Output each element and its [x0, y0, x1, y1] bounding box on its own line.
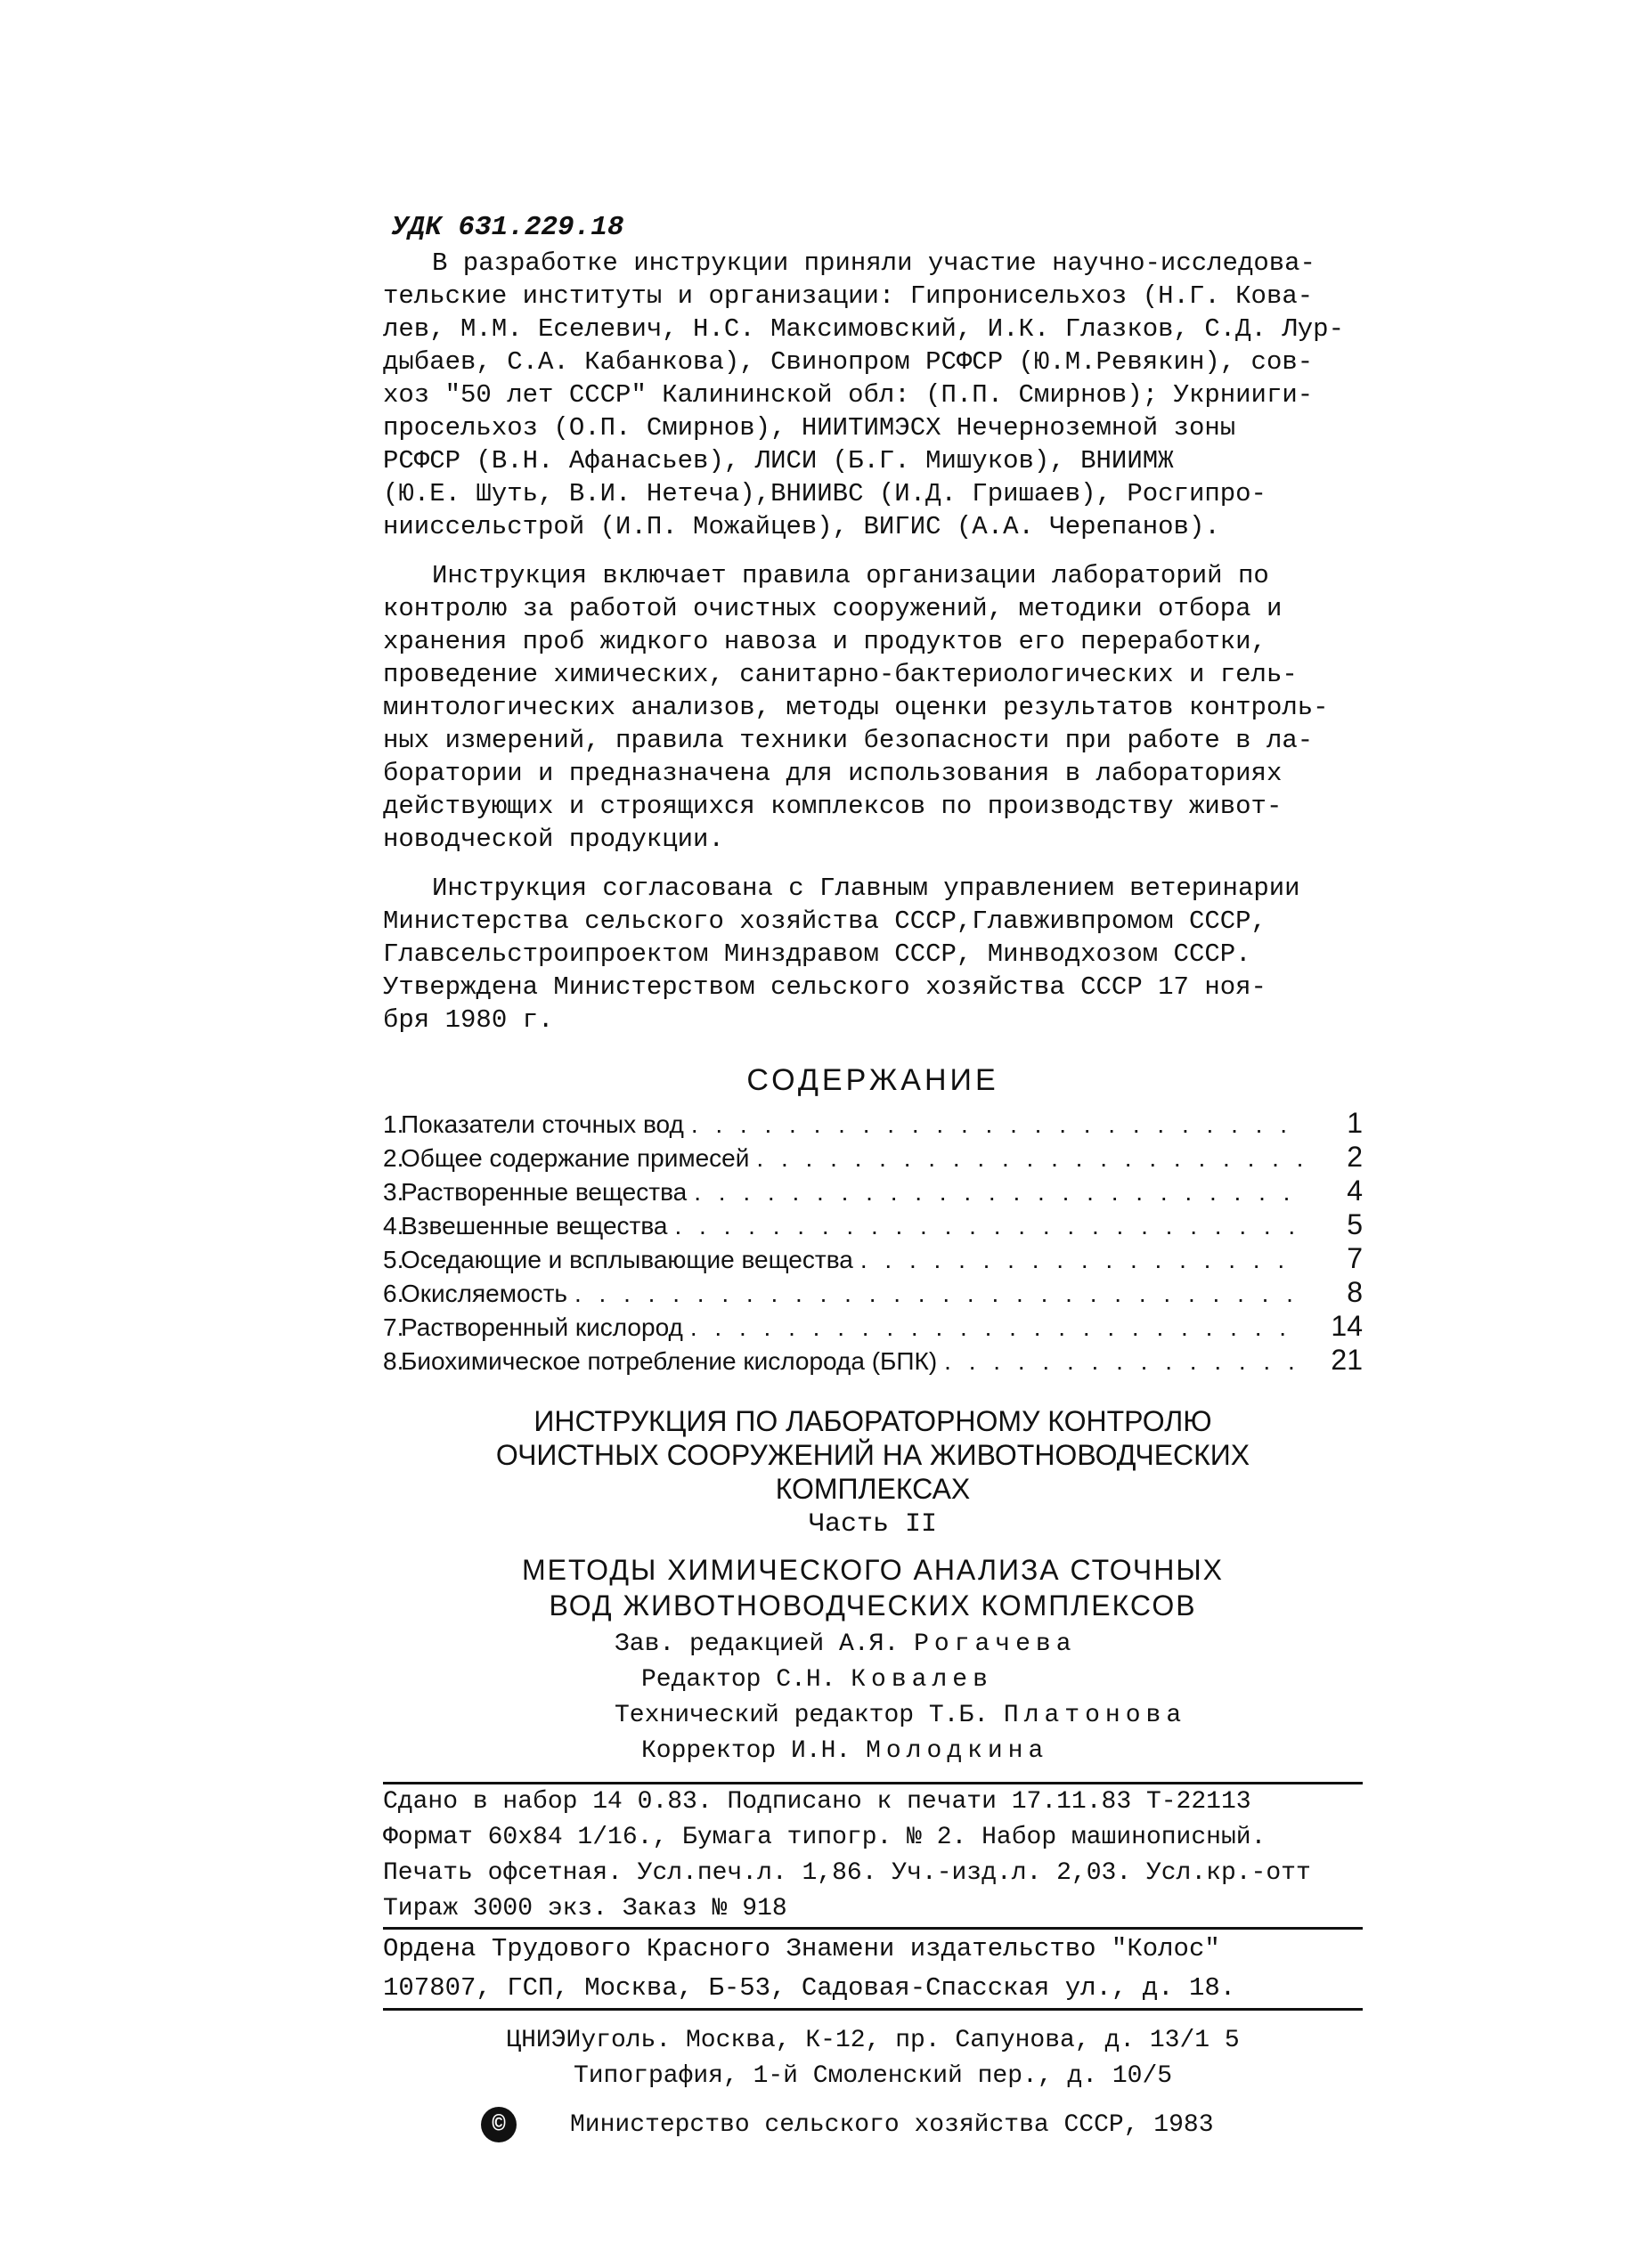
approval-paragraph [383, 872, 1363, 1036]
tech-editor-name: Платонова [1003, 1702, 1187, 1729]
subtitle-line: ВОД ЖИВОТНОВОДЧЕСКИХ КОМПЛЕКСОВ [549, 1589, 1197, 1622]
imprint-line: Сдано в набор 14 0.83. Подписано к печати 17.11.83 Т-22113 [383, 1788, 1251, 1816]
toc-item-title: Показатели сточных вод [401, 1110, 684, 1138]
toc-item-number: 5. [383, 1246, 404, 1273]
toc-item-page: 4 [1347, 1175, 1363, 1207]
toc-item-title: Взвешенные вещества [401, 1212, 668, 1240]
para2-line: ных измерений, правила техники безопасности при работе в ла- [383, 726, 1314, 755]
proofreader [383, 1734, 1363, 1769]
toc-item-number: 2. [383, 1144, 404, 1172]
para2-line: хранения проб жидкого навоза и продуктов его переработки, [383, 627, 1267, 656]
publisher-info [383, 1930, 1363, 2008]
para2-line: контролю за работой очистных сооружений, методики отбора и [383, 594, 1283, 623]
toc-item-title: Биохимическое потребление кислорода (БПК) [401, 1347, 938, 1375]
editor-head-name: Рогачева [914, 1630, 1077, 1658]
toc-item-page: 14 [1331, 1310, 1363, 1342]
toc-item[interactable] [383, 1310, 1363, 1344]
para1-line: дыбаев, С.А. Кабанкова), Свинопром РСФСР (Ю.М.Ревякин), сов- [383, 347, 1314, 377]
para1-line: просельхоз (О.П. Смирнов), НИИТИМЭСХ Нечерноземной зоны [383, 413, 1236, 443]
tech-editor-label: Технический редактор Т.Б. [615, 1702, 990, 1729]
editor-name: Ковалев [851, 1666, 993, 1694]
divider [383, 2008, 1363, 2011]
toc-item-title: Оседающие и всплывающие вещества [401, 1246, 853, 1273]
para3-line: бря 1980 г. [383, 1005, 554, 1035]
tech-editor [383, 1698, 1363, 1734]
copyright [383, 2107, 1363, 2142]
main-title-line: ИНСТРУКЦИЯ ПО ЛАБОРАТОРНОМУ КОНТРОЛЮ [533, 1405, 1212, 1437]
para1-line: РСФСР (В.Н. Афанасьев), ЛИСИ (Б.Г. Мишуков), ВНИИМЖ [383, 446, 1174, 476]
toc-item[interactable] [383, 1276, 1363, 1310]
toc-item-number: 4. [383, 1212, 404, 1240]
imprint-line: Формат 60х84 1/16., Бумага типогр. № 2. Набор машинописный. [383, 1824, 1267, 1851]
toc-item-page: 7 [1347, 1242, 1363, 1274]
publisher-line: 107807, ГСП, Москва, Б-53, Садовая-Спасская ул., д. 18. [383, 1973, 1236, 2003]
toc-item[interactable] [383, 1208, 1363, 1242]
document-page [383, 212, 1363, 2142]
editorial-staff [383, 1627, 1363, 1769]
para3-line: Утверждена Министерством сельского хозяйства СССР 17 ноя- [383, 972, 1267, 1002]
proofreader-name: Молодкина [866, 1737, 1049, 1765]
editor-head-label: Зав. редакцией А.Я. [615, 1630, 900, 1658]
table-of-contents [383, 1107, 1363, 1378]
para1-line: хоз "50 лет СССР" Калининской обл: (П.П. Смирнов); Укрнииги- [383, 380, 1314, 410]
toc-item[interactable] [383, 1242, 1363, 1276]
toc-item[interactable] [383, 1107, 1363, 1141]
toc-title: СОДЕРЖАНИЕ [746, 1063, 999, 1097]
printer-line: Типография, 1-й Смоленский пер., д. 10/5 [573, 2062, 1173, 2090]
editor-head [383, 1627, 1363, 1662]
udk-code: УДК 631.229.18 [392, 212, 624, 243]
para1-line: В разработке инструкции приняли участие научно-исследова- [432, 248, 1315, 278]
para2-line: боратории и предназначена для использования в лабораториях [383, 759, 1283, 788]
para1-line: нииссельстрой (И.П. Можайцев), ВИГИС (А.А. Черепанов). [383, 512, 1220, 541]
toc-item-number: 7. [383, 1313, 404, 1341]
para3-line: Главсельстроипроектом Минздравом СССР, Минводхозом СССР. [383, 939, 1251, 969]
document-title-block [383, 1404, 1363, 1623]
publisher-line: Ордена Трудового Красного Знамени издательство "Колос" [383, 1934, 1220, 1963]
printer-info [383, 2023, 1363, 2094]
toc-item[interactable] [383, 1141, 1363, 1175]
main-title-line: КОМПЛЕКСАХ [775, 1473, 971, 1505]
printer-line: ЦНИЭИуголь. Москва, К-12, пр. Сапунова, д. 13/1 5 [506, 2027, 1240, 2054]
proofreader-label: Корректор И.Н. [641, 1737, 851, 1765]
para3-line: Министерства сельского хозяйства СССР,Главживпромом СССР, [383, 906, 1267, 936]
toc-item-number: 3. [383, 1178, 404, 1206]
main-title-line: ОЧИСТНЫХ СООРУЖЕНИЙ НА ЖИВОТНОВОДЧЕСКИХ [495, 1439, 1250, 1471]
toc-item-page: 5 [1347, 1208, 1363, 1240]
para2-line: Инструкция включает правила организации лабораторий по [432, 561, 1269, 590]
para1-line: лев, М.М. Еселевич, Н.С. Максимовский, И.К. Глазков, С.Д. Лур- [383, 314, 1344, 344]
copyright-text: Министерство сельского хозяйства СССР, 1983 [570, 2110, 1214, 2139]
toc-item-page: 1 [1347, 1107, 1363, 1139]
toc-item-title: Растворенный кислород [401, 1313, 683, 1341]
para2-line: минтологических анализов, методы оценки результатов контроль- [383, 693, 1329, 722]
copyright-icon: © [481, 2107, 517, 2142]
editor-label: Редактор С.Н. [641, 1666, 836, 1694]
toc-item-title: Окисляемость [401, 1280, 567, 1307]
toc-item-title: Общее содержание примесей [401, 1144, 750, 1172]
part-label: Часть II [808, 1509, 938, 1540]
scope-paragraph [383, 559, 1363, 856]
imprint-line: Печать офсетная. Усл.печ.л. 1,86. Уч.-изд.л. 2,03. Усл.кр.-отт [383, 1859, 1311, 1887]
toc-item-number: 1. [383, 1110, 404, 1138]
subtitle-line: МЕТОДЫ ХИМИЧЕСКОГО АНАЛИЗА СТОЧНЫХ [522, 1554, 1224, 1586]
imprint-line: Тираж 3000 экз. Заказ № 918 [383, 1895, 787, 1923]
toc-item-page: 2 [1347, 1141, 1363, 1173]
para1-line: (Ю.Е. Шуть, В.И. Нетеча),ВНИИВС (И.Д. Гришаев), Росгипро- [383, 479, 1267, 508]
para2-line: новодческой продукции. [383, 825, 724, 854]
toc-item-number: 6. [383, 1280, 404, 1307]
para1-line: тельские институты и организации: Гипронисельхоз (Н.Г. Кова- [383, 281, 1314, 311]
editor [383, 1662, 1363, 1698]
toc-item-title: Растворенные вещества [401, 1178, 688, 1206]
authors-paragraph [383, 247, 1363, 543]
toc-item-page: 8 [1347, 1276, 1363, 1308]
print-imprint [383, 1784, 1363, 1927]
para2-line: проведение химических, санитарно-бактериологических и гель- [383, 660, 1298, 689]
para2-line: действующих и строящихся комплексов по производству живот- [383, 792, 1283, 821]
toc-item-number: 8. [383, 1347, 404, 1375]
toc-item[interactable] [383, 1175, 1363, 1208]
toc-item[interactable] [383, 1344, 1363, 1378]
para3-line: Инструкция согласована с Главным управлением ветеринарии [432, 874, 1300, 903]
toc-item-page: 21 [1331, 1344, 1363, 1376]
